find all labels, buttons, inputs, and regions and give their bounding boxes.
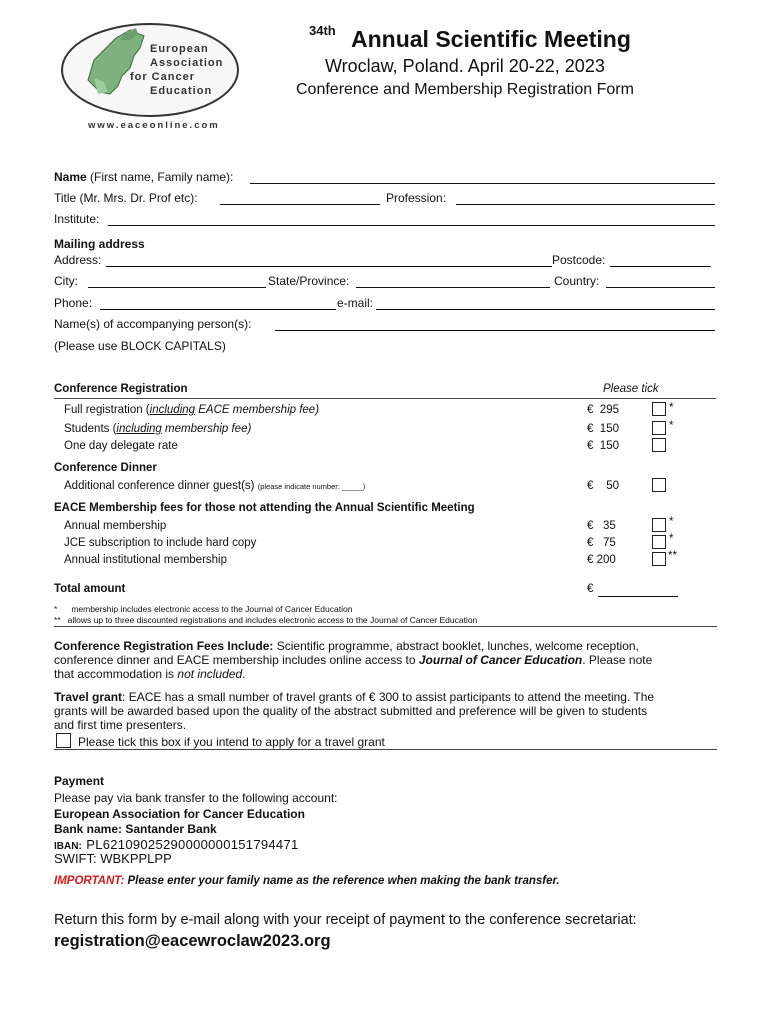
fees-include-line2: conference dinner and EACE membership includes online access to Journal of Cancer Education. Please note [54,653,653,667]
important-note: IMPORTANT: Please enter your family name as the reference when making the bank transfer. [54,875,560,887]
item-annual-membership: Annual membership [64,520,167,532]
item-jce-subscription: JCE subscription to include hard copy [64,537,257,549]
meeting-location: Wroclaw, Poland. April 20-22, 2023 [325,56,605,76]
state-field[interactable] [356,287,550,288]
mailing-heading: Mailing address [54,237,145,251]
accompany-label: Name(s) of accompanying person(s): [54,317,252,331]
dinner-item: Additional conference dinner guest(s) (please indicate number: _____) [64,480,366,492]
item-institutional-membership: Annual institutional membership [64,554,228,566]
tick-institutional-membership[interactable] [652,552,666,566]
travel-line2: grants will be awarded based upon the quality of the abstract submitted and preference will be given to students [54,704,648,718]
meeting-title: Annual Scientific Meeting [351,26,631,52]
form-title: Conference and Membership Registration Form [296,81,634,98]
total-currency: € [587,583,594,595]
name-field[interactable] [250,183,715,184]
email-field[interactable] [376,309,715,310]
item-full-registration: Full registration (including EACE membership fee) [64,404,320,416]
logo-line3: Cancer [151,71,195,83]
iban: IBAN: PL62109025290000000151794471 [54,837,299,852]
accompany-field[interactable] [275,330,715,331]
registration-heading: Conference Registration [54,383,188,395]
logo-line2: Association [150,57,224,69]
logo-line4: Education [150,85,213,97]
postcode-label: Postcode: [552,253,606,267]
address-label: Address: [54,253,102,267]
total-label: Total amount [54,583,126,595]
travel-grant-checkbox[interactable] [56,733,71,748]
tick-one-day[interactable] [652,438,666,452]
tick-full-registration[interactable] [652,402,666,416]
meeting-ordinal: 34th [309,23,336,38]
divider [54,626,717,627]
price-full-registration: € 295 [587,404,619,416]
payment-instruction: Please pay via bank transfer to the following account: [54,791,338,805]
return-instruction: Return this form by e-mail along with your receipt of payment to the conference secretariat: [54,912,637,928]
please-tick-label: Please tick [603,383,659,395]
email-label: e-mail: [337,296,374,310]
fees-include-line3: that accommodation is not included. [54,667,246,681]
price-dinner: € 50 [587,480,619,492]
price-annual-membership: € 35 [587,520,616,532]
item-one-day: One day delegate rate [64,440,178,452]
membership-heading: EACE Membership fees for those not attending the Annual Scientific Meeting [54,502,475,514]
tick-jce-subscription[interactable] [652,535,666,549]
swift: SWIFT: WBKPPLPP [54,851,172,866]
mark-full-registration: * [669,402,674,414]
state-label: State/Province: [268,274,350,288]
block-capitals-note: (Please use BLOCK CAPITALS) [54,339,226,353]
logo-line1: European [150,43,209,55]
profession-field[interactable] [456,204,715,205]
city-label: City: [54,274,78,288]
payment-heading: Payment [54,774,105,788]
country-field[interactable] [606,287,715,288]
profession-label: Profession: [386,191,447,205]
logo-line3-prefix: for [130,71,148,83]
name-label-rest: (First name, Family name): [86,170,234,184]
fees-include-line1: Conference Registration Fees Include: Scientific programme, abstract booklet, lunches, welcome reception, [54,639,639,653]
city-field[interactable] [88,287,266,288]
divider [54,398,716,399]
mark-institutional-membership: ** [668,550,677,562]
total-field[interactable] [598,596,678,597]
address-field[interactable] [106,266,552,267]
postcode-field[interactable] [610,266,711,267]
travel-line1: Travel grant: EACE has a small number of travel grants of € 300 to assist participants to attend the meeting. The [54,690,655,704]
travel-line3: and first time presenters. [54,718,187,732]
travel-grant-checkbox-label: Please tick this box if you intend to apply for a travel grant [78,735,385,749]
tick-students[interactable] [652,421,666,435]
logo-url: www.eaceonline.com [88,120,220,131]
footnote-single: * membership includes electronic access to the Journal of Cancer Education [54,604,353,614]
price-students: € 150 [587,423,619,435]
dinner-note: (please indicate number: _____) [257,482,366,491]
country-label: Country: [554,274,600,288]
tick-dinner[interactable] [652,478,666,492]
mark-annual-membership: * [669,516,674,528]
title-field[interactable] [220,204,380,205]
mark-jce-subscription: * [669,533,674,545]
phone-field[interactable] [100,309,336,310]
bank-name: Bank name: Santander Bank [54,822,217,836]
tick-annual-membership[interactable] [652,518,666,532]
item-students: Students (including membership fee) [64,423,252,435]
account-name: European Association for Cancer Education [54,807,305,821]
institute-field[interactable] [108,225,715,226]
institute-label: Institute: [54,212,100,226]
price-jce-subscription: € 75 [587,537,616,549]
title-label: Title (Mr. Mrs. Dr. Prof etc): [54,191,198,205]
dinner-heading: Conference Dinner [54,462,157,474]
price-one-day: € 150 [587,440,619,452]
registration-email[interactable]: registration@eacewroclaw2023.org [54,932,331,950]
mark-students: * [669,420,674,432]
phone-label: Phone: [54,296,93,310]
name-label: Name [54,170,87,184]
price-institutional-membership: € 200 [587,554,616,566]
divider [54,749,717,750]
footnote-double: ** allows up to three discounted registrations and includes electronic access to the Journal of Cancer Education [54,615,478,625]
